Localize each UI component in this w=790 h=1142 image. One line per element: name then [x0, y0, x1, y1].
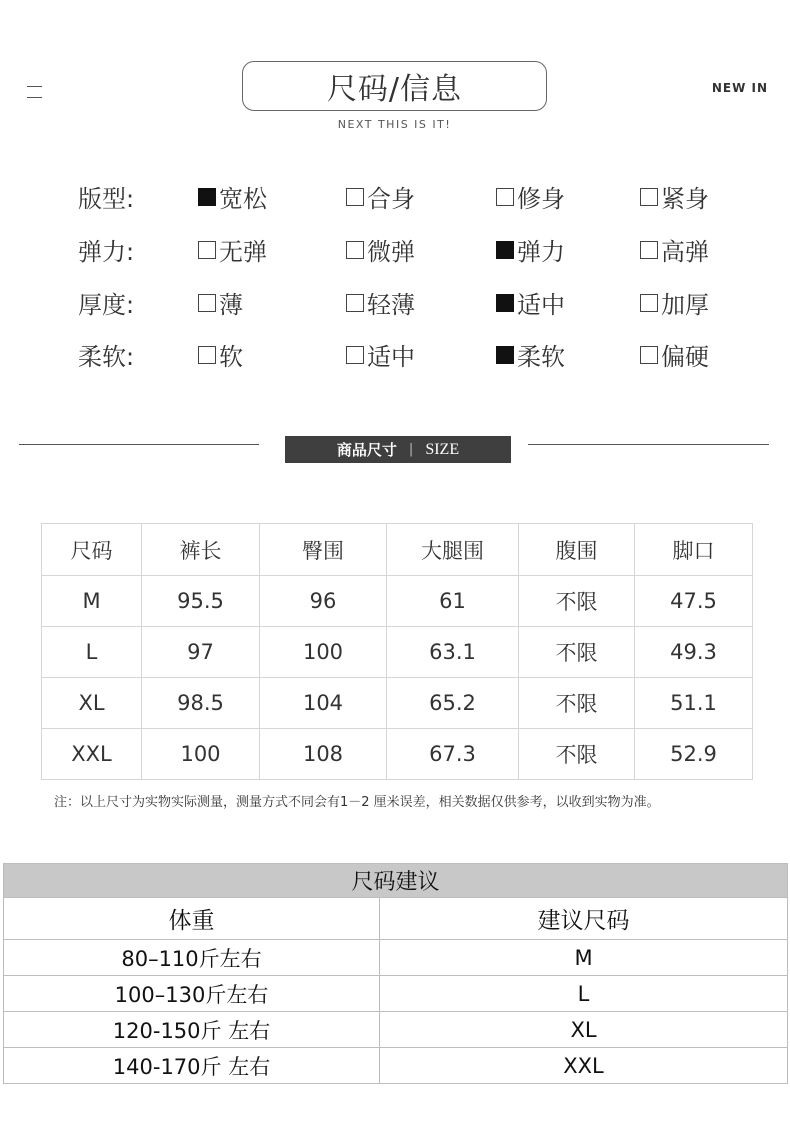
divider-left	[19, 444, 259, 445]
option-label: 宽松	[219, 185, 267, 213]
unchecked-box-icon	[346, 346, 364, 364]
size-banner-separator: |	[408, 442, 414, 457]
weight-range-cell: 100–130斤左右	[4, 976, 380, 1012]
attribute-label: 版型:	[78, 185, 135, 213]
table-row	[42, 678, 753, 729]
unchecked-box-icon	[346, 241, 364, 259]
menu-lines-icon	[27, 84, 42, 98]
attribute-option	[640, 232, 709, 267]
table-cell: 100	[142, 729, 260, 780]
size-column-header: 尺码	[42, 524, 142, 576]
size-banner-en: SIZE	[425, 440, 460, 458]
size-recommendation-table	[3, 863, 788, 1084]
attribute-option	[496, 232, 565, 267]
table-cell: 65.2	[387, 678, 519, 729]
attribute-row	[0, 285, 790, 317]
table-cell: 不限	[519, 729, 635, 780]
unchecked-box-icon	[640, 241, 658, 259]
unchecked-box-icon	[640, 188, 658, 206]
table-cell: 63.1	[387, 627, 519, 678]
attribute-option	[640, 179, 709, 214]
table-cell: 97	[142, 627, 260, 678]
checked-box-icon	[496, 294, 514, 312]
option-label: 高弹	[661, 238, 709, 266]
page-title: 尺码/信息	[326, 72, 463, 107]
size-column-header: 腹围	[519, 524, 635, 576]
new-in-label: NEW IN	[711, 81, 768, 95]
option-label: 偏硬	[661, 343, 709, 371]
unchecked-box-icon	[198, 294, 216, 312]
weight-header: 体重	[4, 898, 380, 940]
suggested-size-cell: XL	[380, 1012, 788, 1048]
title-frame	[242, 61, 547, 111]
size-section-banner	[285, 436, 511, 463]
attribute-option	[198, 232, 267, 267]
attribute-row	[0, 337, 790, 369]
suggested-size-cell: XXL	[380, 1048, 788, 1084]
attribute-label: 厚度:	[78, 291, 135, 319]
attribute-option	[346, 179, 415, 214]
weight-range-cell: 120-150斤 左右	[4, 1012, 380, 1048]
attribute-option	[346, 285, 415, 320]
option-label: 软	[219, 343, 243, 371]
attribute-option	[640, 337, 709, 372]
checked-box-icon	[496, 346, 514, 364]
table-cell: 98.5	[142, 678, 260, 729]
table-cell: 52.9	[635, 729, 753, 780]
suggested-size-cell: L	[380, 976, 788, 1012]
option-label: 加厚	[661, 291, 709, 319]
attribute-option	[496, 337, 565, 372]
table-row	[4, 940, 788, 976]
table-cell: 不限	[519, 576, 635, 627]
table-cell: 96	[260, 576, 387, 627]
table-cell: 104	[260, 678, 387, 729]
table-cell: M	[42, 576, 142, 627]
size-column-header: 脚口	[635, 524, 753, 576]
attribute-option	[198, 285, 243, 320]
attribute-option	[346, 337, 415, 372]
table-cell: L	[42, 627, 142, 678]
table-row	[42, 627, 753, 678]
table-cell: XXL	[42, 729, 142, 780]
size-table-header	[42, 524, 753, 576]
attribute-option	[346, 232, 415, 267]
attribute-option	[496, 179, 565, 214]
option-label: 适中	[517, 291, 565, 319]
table-cell: 67.3	[387, 729, 519, 780]
option-label: 无弹	[219, 238, 267, 266]
attribute-label: 弹力:	[78, 238, 135, 266]
weight-range-cell: 140-170斤 左右	[4, 1048, 380, 1084]
table-row	[4, 1048, 788, 1084]
suggested-size-header: 建议尺码	[380, 898, 788, 940]
table-cell: 不限	[519, 627, 635, 678]
option-label: 薄	[219, 291, 243, 319]
table-cell: 47.5	[635, 576, 753, 627]
unchecked-box-icon	[346, 188, 364, 206]
size-table	[41, 523, 753, 780]
option-label: 合身	[367, 185, 415, 213]
option-label: 紧身	[661, 185, 709, 213]
recommendation-title: 尺码建议	[4, 864, 788, 898]
table-cell: 95.5	[142, 576, 260, 627]
table-cell: 100	[260, 627, 387, 678]
attribute-option	[640, 285, 709, 320]
table-row	[42, 576, 753, 627]
unchecked-box-icon	[640, 346, 658, 364]
suggested-size-cell: M	[380, 940, 788, 976]
attribute-option	[198, 337, 243, 372]
unchecked-box-icon	[198, 241, 216, 259]
option-label: 适中	[367, 343, 415, 371]
attribute-label: 柔软:	[78, 343, 135, 371]
option-label: 轻薄	[367, 291, 415, 319]
table-cell: XL	[42, 678, 142, 729]
option-label: 柔软	[517, 343, 565, 371]
divider-right	[528, 444, 769, 445]
table-cell: 61	[387, 576, 519, 627]
attribute-row	[0, 232, 790, 264]
unchecked-box-icon	[496, 188, 514, 206]
table-cell: 不限	[519, 678, 635, 729]
option-label: 修身	[517, 185, 565, 213]
table-cell: 51.1	[635, 678, 753, 729]
option-label: 弹力	[517, 238, 565, 266]
size-column-header: 臀围	[260, 524, 387, 576]
attribute-row	[0, 179, 790, 211]
unchecked-box-icon	[198, 346, 216, 364]
weight-range-cell: 80–110斤左右	[4, 940, 380, 976]
page-subtitle: NEXT THIS IS IT!	[337, 118, 452, 131]
attribute-option	[198, 179, 267, 214]
table-row	[42, 729, 753, 780]
size-column-header: 裤长	[142, 524, 260, 576]
checked-box-icon	[496, 241, 514, 259]
option-label: 微弹	[367, 238, 415, 266]
measurement-note: 注：以上尺寸为实物实际测量，测量方式不同会有1－2 厘米误差，相关数据仅供参考，以收到实物为准。	[54, 795, 660, 810]
unchecked-box-icon	[346, 294, 364, 312]
table-row	[4, 976, 788, 1012]
table-row	[4, 1012, 788, 1048]
size-column-header: 大腿围	[387, 524, 519, 576]
checked-box-icon	[198, 188, 216, 206]
attribute-option	[496, 285, 565, 320]
unchecked-box-icon	[640, 294, 658, 312]
size-banner-cn: 商品尺寸	[336, 441, 397, 459]
table-cell: 108	[260, 729, 387, 780]
table-cell: 49.3	[635, 627, 753, 678]
